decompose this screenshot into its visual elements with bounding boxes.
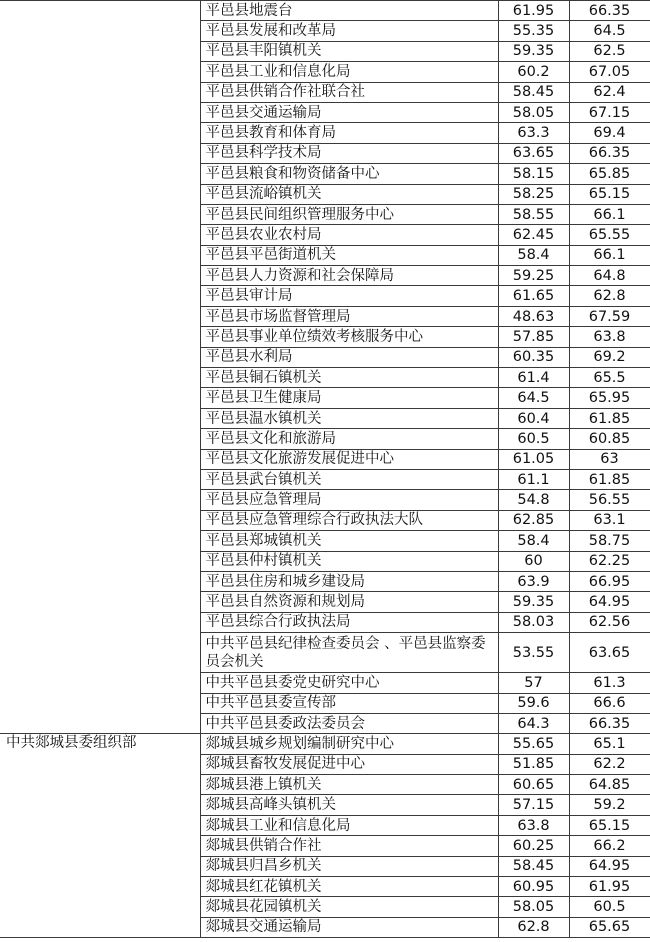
unit-name-cell[interactable]: 平邑县教育和体育局 [200, 123, 498, 143]
unit-name-cell[interactable]: 中共平邑县委政法委员会 [200, 713, 498, 733]
unit-name-cell[interactable]: 平邑县卫生健康局 [200, 388, 498, 408]
score1-cell[interactable]: 59.6 [498, 693, 569, 713]
unit-name-cell[interactable]: 郯城县港上镇机关 [200, 775, 498, 795]
score2-cell[interactable]: 59.2 [569, 795, 650, 815]
unit-name-cell[interactable]: 平邑县丰阳镇机关 [200, 41, 498, 61]
score2-cell[interactable]: 65.5 [569, 368, 650, 388]
unit-name-cell[interactable]: 平邑县供销合作社联合社 [200, 82, 498, 102]
score2-cell[interactable]: 66.1 [569, 204, 650, 224]
score2-cell[interactable]: 64.95 [569, 856, 650, 876]
unit-name-cell[interactable]: 平邑县交通运输局 [200, 102, 498, 122]
score1-cell[interactable]: 63.8 [498, 815, 569, 835]
score2-cell[interactable]: 62.2 [569, 754, 650, 774]
score1-cell[interactable]: 58.03 [498, 612, 569, 632]
unit-name-cell[interactable]: 平邑县粮食和物资储备中心 [200, 164, 498, 184]
score2-cell[interactable]: 63 [569, 449, 650, 469]
unit-name-cell[interactable]: 平邑县应急管理综合行政执法大队 [200, 510, 498, 530]
score2-cell[interactable]: 65.95 [569, 388, 650, 408]
unit-name-cell[interactable]: 平邑县温水镇机关 [200, 408, 498, 428]
score2-cell[interactable]: 58.75 [569, 531, 650, 551]
unit-name-cell[interactable]: 平邑县综合行政执法局 [200, 612, 498, 632]
score1-cell[interactable]: 60.4 [498, 408, 569, 428]
score1-cell[interactable]: 61.4 [498, 368, 569, 388]
score2-cell[interactable]: 61.3 [569, 673, 650, 693]
score1-cell[interactable]: 62.45 [498, 225, 569, 245]
unit-name-cell[interactable]: 平邑县住房和城乡建设局 [200, 571, 498, 591]
unit-name-cell[interactable]: 郯城县工业和信息化局 [200, 815, 498, 835]
score1-cell[interactable]: 59.35 [498, 41, 569, 61]
score1-cell[interactable]: 62.8 [498, 917, 569, 937]
unit-name-cell[interactable]: 平邑县发展和改革局 [200, 21, 498, 41]
score2-cell[interactable]: 62.8 [569, 286, 650, 306]
score1-cell[interactable]: 58.15 [498, 164, 569, 184]
unit-name-cell[interactable]: 平邑县自然资源和规划局 [200, 592, 498, 612]
score1-cell[interactable]: 63.65 [498, 143, 569, 163]
score2-cell[interactable]: 66.6 [569, 693, 650, 713]
score1-cell[interactable]: 58.05 [498, 102, 569, 122]
score1-cell[interactable]: 57.15 [498, 795, 569, 815]
unit-name-cell[interactable]: 郯城县花园镇机关 [200, 897, 498, 917]
score2-cell[interactable]: 66.95 [569, 571, 650, 591]
score1-cell[interactable]: 60.2 [498, 62, 569, 82]
score2-cell[interactable]: 65.65 [569, 917, 650, 937]
unit-name-cell[interactable]: 中共平邑县委宣传部 [200, 693, 498, 713]
table-row [0, 734, 650, 754]
score1-cell[interactable]: 54.8 [498, 490, 569, 510]
score2-cell[interactable]: 65.1 [569, 734, 650, 754]
score2-cell[interactable]: 63.1 [569, 510, 650, 530]
unit-name-cell[interactable]: 中共平邑县委党史研究中心 [200, 673, 498, 693]
score2-cell[interactable]: 65.15 [569, 815, 650, 835]
unit-name-cell[interactable]: 郯城县交通运输局 [200, 917, 498, 937]
table-body-upper [0, 1, 650, 938]
score1-cell[interactable]: 61.05 [498, 449, 569, 469]
score1-cell[interactable]: 57 [498, 673, 569, 693]
score2-cell[interactable]: 62.5 [569, 41, 650, 61]
score2-cell[interactable]: 60.85 [569, 429, 650, 449]
score1-cell[interactable]: 58.45 [498, 856, 569, 876]
score1-cell[interactable]: 64.5 [498, 388, 569, 408]
unit-name-cell[interactable]: 平邑县文化和旅游局 [200, 429, 498, 449]
score2-cell[interactable]: 63.8 [569, 327, 650, 347]
unit-name-cell[interactable]: 郯城县供销合作社 [200, 836, 498, 856]
score2-cell[interactable]: 62.4 [569, 82, 650, 102]
score2-cell[interactable]: 64.85 [569, 775, 650, 795]
unit-name-cell[interactable]: 平邑县审计局 [200, 286, 498, 306]
group-cell-bottom[interactable]: 中共郯城县委组织部 [0, 734, 200, 938]
score1-cell[interactable]: 48.63 [498, 306, 569, 326]
score1-cell[interactable]: 58.05 [498, 897, 569, 917]
score1-cell[interactable]: 58.45 [498, 82, 569, 102]
score1-cell[interactable]: 61.65 [498, 286, 569, 306]
score2-cell[interactable]: 66.35 [569, 1, 650, 21]
score1-cell[interactable]: 55.35 [498, 21, 569, 41]
unit-name-cell[interactable]: 郯城县畜牧发展促进中心 [200, 754, 498, 774]
unit-name-cell[interactable]: 郯城县归昌乡机关 [200, 856, 498, 876]
unit-name-cell[interactable]: 平邑县文化旅游发展促进中心 [200, 449, 498, 469]
score1-cell[interactable]: 60.95 [498, 877, 569, 897]
score2-cell[interactable]: 65.85 [569, 164, 650, 184]
unit-name-cell[interactable]: 平邑县郑城镇机关 [200, 531, 498, 551]
score1-cell[interactable]: 61.1 [498, 469, 569, 489]
score1-cell[interactable]: 58.4 [498, 245, 569, 265]
score2-cell[interactable]: 69.2 [569, 347, 650, 367]
table-row [0, 1, 650, 21]
score1-cell[interactable]: 59.25 [498, 266, 569, 286]
score2-cell[interactable]: 60.5 [569, 897, 650, 917]
score1-cell[interactable]: 60.5 [498, 429, 569, 449]
unit-name-cell[interactable]: 平邑县武台镇机关 [200, 469, 498, 489]
unit-name-cell[interactable]: 平邑县农业农村局 [200, 225, 498, 245]
unit-name-cell[interactable]: 中共平邑县纪律检查委员会 、平邑县监察委员会机关 [200, 633, 498, 673]
score1-cell[interactable]: 60.35 [498, 347, 569, 367]
score2-cell[interactable]: 61.85 [569, 408, 650, 428]
unit-name-cell[interactable]: 郯城县高峰头镇机关 [200, 795, 498, 815]
score1-cell[interactable]: 58.4 [498, 531, 569, 551]
score1-cell[interactable]: 64.3 [498, 713, 569, 733]
score2-cell[interactable]: 65.55 [569, 225, 650, 245]
score2-cell[interactable]: 64.8 [569, 266, 650, 286]
unit-name-cell[interactable]: 平邑县水利局 [200, 347, 498, 367]
unit-name-cell[interactable]: 平邑县民间组织管理服务中心 [200, 204, 498, 224]
score1-cell[interactable]: 60.25 [498, 836, 569, 856]
score2-cell[interactable]: 67.59 [569, 306, 650, 326]
score2-cell[interactable]: 67.05 [569, 62, 650, 82]
score1-cell[interactable]: 51.85 [498, 754, 569, 774]
score1-cell[interactable]: 61.95 [498, 1, 569, 21]
score2-cell[interactable]: 66.35 [569, 143, 650, 163]
unit-name-cell[interactable]: 平邑县科学技术局 [200, 143, 498, 163]
score1-cell[interactable]: 57.85 [498, 327, 569, 347]
score2-cell[interactable]: 56.55 [569, 490, 650, 510]
score2-cell[interactable]: 62.25 [569, 551, 650, 571]
score2-cell[interactable]: 62.56 [569, 612, 650, 632]
score2-cell[interactable]: 65.15 [569, 184, 650, 204]
unit-name-cell[interactable]: 平邑县工业和信息化局 [200, 62, 498, 82]
unit-name-cell[interactable]: 郯城县红花镇机关 [200, 877, 498, 897]
unit-name-cell[interactable]: 平邑县仲村镇机关 [200, 551, 498, 571]
score2-cell[interactable]: 61.85 [569, 469, 650, 489]
score1-cell[interactable]: 58.25 [498, 184, 569, 204]
score2-cell[interactable]: 67.15 [569, 102, 650, 122]
group-cell-top[interactable] [0, 1, 200, 734]
score1-cell[interactable]: 59.35 [498, 592, 569, 612]
score1-cell[interactable]: 55.65 [498, 734, 569, 754]
score1-cell[interactable]: 60 [498, 551, 569, 571]
score1-cell[interactable]: 53.55 [498, 633, 569, 673]
score2-cell[interactable]: 66.2 [569, 836, 650, 856]
unit-name-cell[interactable]: 平邑县铜石镇机关 [200, 368, 498, 388]
score2-cell[interactable]: 61.95 [569, 877, 650, 897]
score1-cell[interactable]: 63.3 [498, 123, 569, 143]
unit-name-cell[interactable]: 平邑县平邑街道机关 [200, 245, 498, 265]
score2-cell[interactable]: 64.95 [569, 592, 650, 612]
score2-cell[interactable]: 69.4 [569, 123, 650, 143]
unit-name-cell[interactable]: 平邑县应急管理局 [200, 490, 498, 510]
unit-name-cell[interactable]: 平邑县市场监督管理局 [200, 306, 498, 326]
score2-cell[interactable]: 66.35 [569, 713, 650, 733]
score1-cell[interactable]: 62.85 [498, 510, 569, 530]
score1-cell[interactable]: 58.55 [498, 204, 569, 224]
unit-name-cell[interactable]: 平邑县地震台 [200, 1, 498, 21]
unit-name-cell[interactable]: 郯城县城乡规划编制研究中心 [200, 734, 498, 754]
score1-cell[interactable]: 63.9 [498, 571, 569, 591]
unit-name-cell[interactable]: 平邑县流峪镇机关 [200, 184, 498, 204]
unit-name-cell[interactable]: 平邑县人力资源和社会保障局 [200, 266, 498, 286]
score1-cell[interactable]: 60.65 [498, 775, 569, 795]
score2-cell[interactable]: 63.65 [569, 633, 650, 673]
unit-name-cell[interactable]: 平邑县事业单位绩效考核服务中心 [200, 327, 498, 347]
score2-cell[interactable]: 64.5 [569, 21, 650, 41]
score2-cell[interactable]: 66.1 [569, 245, 650, 265]
